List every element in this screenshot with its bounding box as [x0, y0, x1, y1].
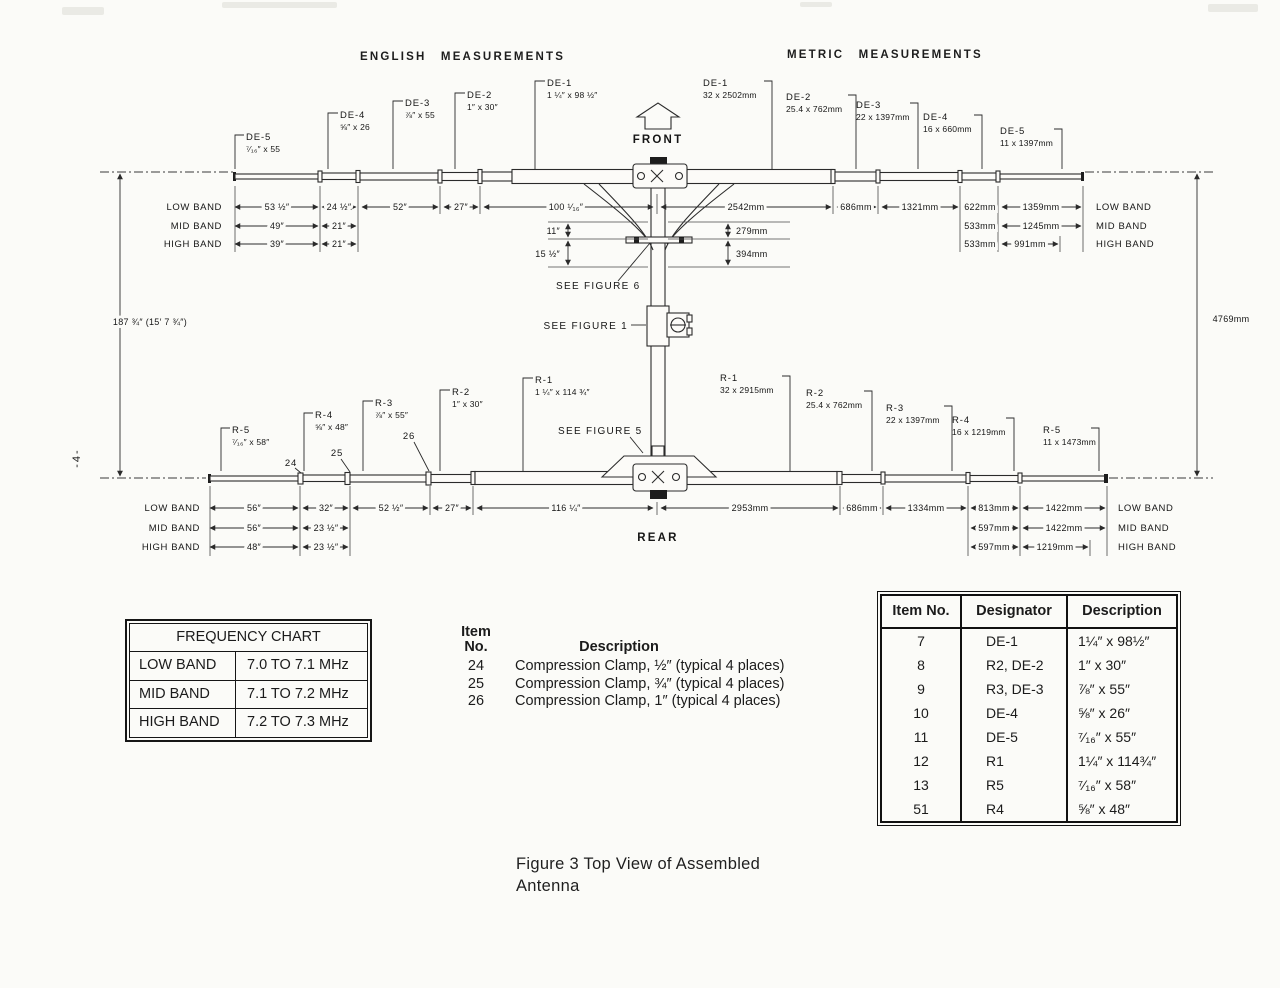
callout-size: ⅝″ x 26: [340, 122, 370, 132]
cell-description: 1¼″ x 114¾″: [1078, 753, 1157, 769]
callouts-top-metric: [703, 78, 1062, 169]
band-label: LOW BAND: [166, 202, 222, 213]
callout-size: 1″ x 30″: [452, 399, 483, 409]
callout-name: R-2: [452, 387, 471, 398]
band-label: HIGH BAND: [141, 542, 200, 553]
dimension-label: 49″: [269, 221, 285, 231]
dimension-label: 1422mm: [1045, 523, 1083, 533]
dimension-label: 1219mm: [1036, 542, 1074, 552]
clamp-marker: 25: [330, 448, 344, 459]
table-row: [882, 653, 1176, 677]
item-no-header: Item No.: [461, 624, 491, 655]
clamp-list-row: [452, 693, 832, 711]
figure-caption: [516, 854, 760, 897]
callout-name: DE-2: [786, 92, 812, 103]
callout-size: 16 x 660mm: [923, 124, 972, 134]
cell-item-no: 13: [882, 773, 962, 797]
band-label: MID BAND: [148, 523, 200, 534]
callout-size: 32 x 2502mm: [703, 90, 757, 100]
dimension-label: 597mm: [978, 523, 1010, 533]
item-description: Compression Clamp, ¾″ (typical 4 places): [515, 675, 785, 692]
dimension-label: 53 ½″: [264, 202, 290, 212]
callout-size: 22 x 1397mm: [856, 112, 910, 122]
callout-size: 22 x 1397mm: [886, 415, 940, 425]
band-name: LOW BAND: [130, 652, 236, 680]
parts-table-header: [882, 596, 1176, 629]
band-label: LOW BAND: [1096, 202, 1152, 213]
frequency-chart-title: FREQUENCY CHART: [130, 624, 367, 652]
callout-name: R-1: [720, 373, 739, 384]
frequency-chart-row: [130, 681, 367, 710]
cell-designator: R1: [962, 749, 1068, 773]
overall-length-metric: 4769mm: [1212, 314, 1250, 324]
callout-size: ⅞″ x 55: [405, 110, 435, 120]
cell-item-no: 51: [882, 797, 962, 821]
band-range: 7.0 TO 7.1 MHz: [247, 657, 349, 673]
band-label: MID BAND: [170, 221, 222, 232]
dimension-label: 27″: [453, 202, 469, 212]
callout-name: DE-1: [703, 78, 729, 89]
item-description: Compression Clamp, 1″ (typical 4 places): [515, 693, 781, 709]
dimension-label: 597mm: [978, 542, 1010, 552]
callout-size: 16 x 1219mm: [952, 427, 1006, 437]
description-header: Description: [579, 639, 659, 655]
band-label: HIGH BAND: [1118, 542, 1177, 553]
callout-size: 32 x 2915mm: [720, 385, 774, 395]
clamp-list-row: [452, 676, 832, 694]
dimension-label: 39″: [269, 239, 285, 249]
callouts-bottom-english: [221, 375, 590, 473]
dimension-label: 2542mm: [727, 202, 765, 212]
cell-designator: R2, DE-2: [962, 653, 1068, 677]
table-row: [882, 701, 1176, 725]
dimension-label: 1245mm: [1022, 221, 1060, 231]
callout-size: 1 ¼″ x 98 ½″: [547, 90, 598, 100]
dimension-label: 11″: [546, 226, 560, 236]
callout-name: R-4: [315, 410, 334, 421]
dimensions-front-english: [235, 202, 653, 249]
english-measurements-header: ENGLISH MEASUREMENTS: [360, 51, 566, 63]
dimensions-rear-english: [210, 503, 653, 552]
callout-name: R-1: [535, 375, 554, 386]
clamp-item-list: [452, 625, 832, 711]
dimension-label: 686mm: [840, 202, 872, 212]
see-figure-6-note: SEE FIGURE 6: [556, 281, 641, 292]
clamp-marker: 26: [402, 431, 416, 442]
cell-description: ⅝″ x 26″: [1078, 705, 1130, 721]
callout-name: R-2: [806, 388, 825, 399]
table-row: [882, 749, 1176, 773]
dimension-label: 23 ½″: [313, 542, 339, 552]
callout-size: ⅝″ x 48″: [315, 422, 349, 432]
item-no: 26: [467, 693, 485, 709]
dimension-label: 52 ½″: [378, 503, 404, 513]
table-row: [882, 629, 1176, 653]
col-header-item-no: Item No.: [882, 596, 962, 627]
dimension-label: 2953mm: [731, 503, 769, 513]
callout-size: ⅞″ x 55″: [375, 410, 409, 420]
figure-notes: [543, 243, 650, 453]
callout-name: DE-3: [405, 98, 431, 109]
callout-name: DE-4: [923, 112, 949, 123]
callout-size: 1 ¼″ x 114 ¾″: [535, 387, 590, 397]
band-label: MID BAND: [1096, 221, 1148, 232]
callout-name: DE-1: [547, 78, 573, 89]
see-figure-5-note: SEE FIGURE 5: [558, 426, 643, 437]
cell-designator: R3, DE-3: [962, 677, 1068, 701]
callout-name: DE-5: [246, 132, 272, 143]
item-description: Compression Clamp, ½″ (typical 4 places): [515, 658, 785, 674]
callout-name: R-3: [886, 403, 905, 414]
callout-size: 25.4 x 762mm: [806, 400, 863, 410]
cell-item-no: 12: [882, 749, 962, 773]
cell-description: ⅞″ x 55″: [1078, 681, 1130, 697]
dimension-label: 48″: [246, 542, 262, 552]
callout-size: ⁷⁄₁₆″ x 58″: [232, 437, 270, 447]
band-label: HIGH BAND: [163, 239, 222, 250]
cell-description: 1¼″ x 98½″: [1078, 633, 1150, 649]
callout-name: DE-5: [1000, 126, 1026, 137]
cell-designator: DE-1: [962, 629, 1068, 653]
dimension-label: 27″: [444, 503, 460, 513]
band-range: 7.2 TO 7.3 MHz: [247, 714, 349, 730]
cell-item-no: 10: [882, 701, 962, 725]
dimension-label: 56″: [246, 523, 262, 533]
cell-designator: R5: [962, 773, 1068, 797]
dimension-label: 32″: [318, 503, 334, 513]
cell-item-no: 8: [882, 653, 962, 677]
dimension-label: 279mm: [736, 226, 768, 236]
col-header-description: Description: [1082, 603, 1162, 619]
cell-description: ⁷⁄₁₆″ x 55″: [1078, 729, 1137, 745]
band-label: LOW BAND: [144, 503, 200, 514]
dimension-label: 21″: [331, 221, 347, 231]
callouts-top-english: [235, 78, 597, 169]
figure-caption-line1: Figure 3 Top View of Assembled: [516, 855, 761, 873]
callout-name: DE-3: [856, 100, 882, 111]
callout-name: R-4: [952, 415, 971, 426]
callout-size: 25.4 x 762mm: [786, 104, 843, 114]
metric-measurements-header: METRIC MEASUREMENTS: [787, 49, 983, 61]
band-label: LOW BAND: [1118, 503, 1174, 514]
cell-item-no: 7: [882, 629, 962, 653]
figure-caption-line2: Antenna: [516, 876, 580, 895]
rear-label: REAR: [637, 532, 679, 544]
callout-name: R-3: [375, 398, 394, 409]
dimension-label: 1422mm: [1045, 503, 1083, 513]
clamp-list-header: [452, 625, 832, 655]
table-row: [882, 773, 1176, 797]
dimension-label: 100 ¹⁄₁₆″: [548, 202, 584, 212]
callout-name: R-5: [232, 425, 251, 436]
dimensions-front-metric: [661, 202, 1081, 249]
item-no: 25: [467, 675, 485, 692]
callout-name: DE-2: [467, 90, 493, 101]
band-range: 7.1 TO 7.2 MHz: [247, 685, 349, 702]
cell-designator: R4: [962, 797, 1068, 821]
callout-size: 11 x 1473mm: [1043, 437, 1097, 447]
dimension-label: 533mm: [964, 221, 996, 231]
cell-item-no: 9: [882, 677, 962, 701]
dimension-label: 116 ¼″: [551, 503, 581, 513]
frequency-chart-row: [130, 709, 367, 737]
band-name: HIGH BAND: [130, 709, 236, 737]
dimension-label: 15 ½″: [535, 249, 560, 259]
overall-length-english: 187 ¾″ (15′ 7 ¾″): [112, 317, 188, 327]
band-name: MID BAND: [130, 681, 236, 709]
frequency-chart: [125, 619, 372, 742]
dimension-label: 533mm: [964, 239, 996, 249]
callout-size: 1″ x 30″: [467, 102, 498, 112]
parts-table: [877, 591, 1181, 826]
band-label: MID BAND: [1118, 523, 1170, 534]
dimension-label: 686mm: [846, 503, 878, 513]
cell-description: 1″ x 30″: [1078, 657, 1127, 673]
page-number: -4-: [71, 448, 83, 468]
callout-name: DE-4: [340, 110, 366, 121]
table-row: [882, 797, 1176, 821]
callout-name: R-5: [1043, 425, 1062, 436]
band-label: HIGH BAND: [1096, 239, 1155, 250]
callout-size: 11 x 1397mm: [1000, 138, 1054, 148]
clamp-marker: 24: [284, 458, 298, 469]
clamp-list-row: [452, 658, 832, 676]
dimension-label: 21″: [331, 239, 347, 249]
cell-designator: DE-5: [962, 725, 1068, 749]
see-figure-1-note: SEE FIGURE 1: [543, 321, 628, 332]
callouts-bottom-metric: [720, 373, 1099, 471]
callout-size: ⁷⁄₁₆″ x 55: [246, 144, 281, 154]
dimension-label: 56″: [246, 503, 262, 513]
dimension-label: 991mm: [1014, 239, 1046, 249]
col-header-designator: Designator: [962, 596, 1068, 627]
cell-description: ⁷⁄₁₆″ x 58″: [1078, 777, 1137, 793]
item-no: 24: [467, 658, 485, 674]
dimension-label: 622mm: [964, 202, 996, 212]
cell-item-no: 11: [882, 725, 962, 749]
dimension-label: 1359mm: [1022, 202, 1060, 212]
front-label: FRONT: [632, 134, 684, 146]
dimension-label: 1321mm: [901, 202, 939, 212]
dimension-label: 52″: [392, 202, 408, 212]
cell-designator: DE-4: [962, 701, 1068, 725]
frequency-chart-row: [130, 652, 367, 681]
dimension-label: 24 ½″: [326, 202, 352, 212]
dimension-label: 394mm: [736, 249, 768, 259]
cell-description: ⅝″ x 48″: [1078, 801, 1130, 817]
dimension-label: 23 ½″: [313, 523, 339, 533]
dimension-label: 1334mm: [907, 503, 945, 513]
table-row: [882, 677, 1176, 701]
dimension-label: 813mm: [978, 503, 1010, 513]
front-arrow-icon: [637, 103, 679, 129]
table-row: [882, 725, 1176, 749]
